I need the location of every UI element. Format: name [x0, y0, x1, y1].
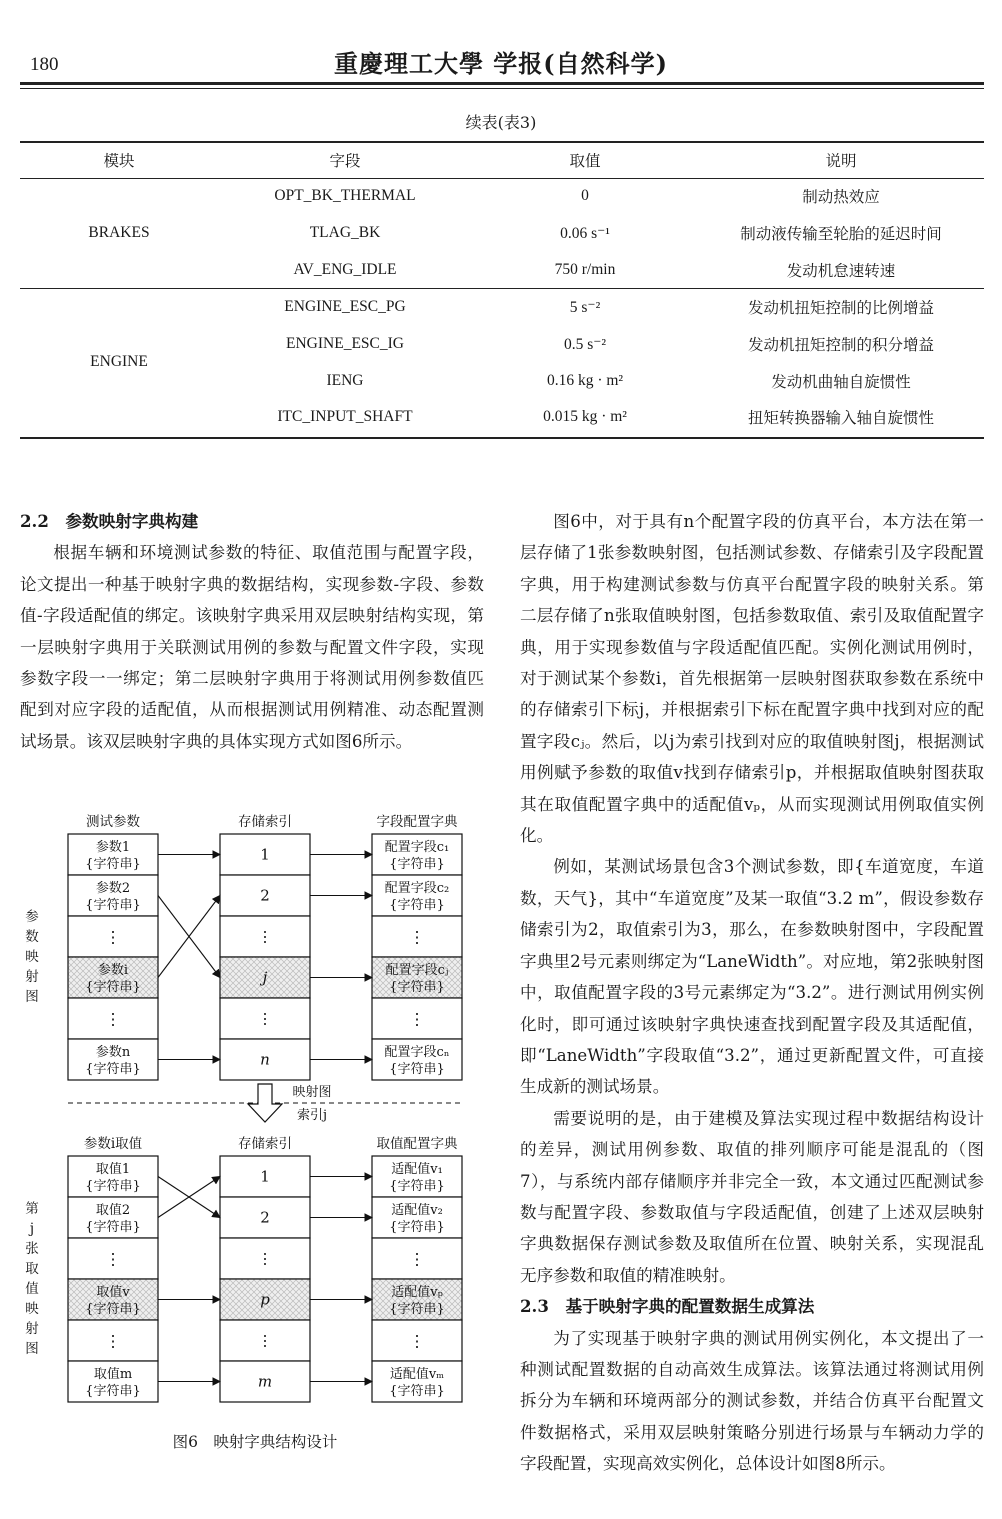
value-cell: 0: [581, 187, 589, 205]
ellipsis-label: ⋮: [409, 1009, 425, 1029]
cell-type-label: {字符串}: [85, 1179, 141, 1194]
cell-name-label: 配置字段cₙ: [384, 1045, 450, 1060]
cell-type-label: {字符串}: [85, 1384, 141, 1399]
cell-type-label: {字符串}: [389, 1302, 445, 1317]
field-cell: ITC_INPUT_SHAFT: [277, 408, 413, 426]
col-header: 模块: [103, 152, 135, 170]
side-label-char: 图: [25, 989, 39, 1005]
index-cell-label: n: [260, 1050, 270, 1069]
desc-cell: 发动机扭矩控制的积分增益: [747, 336, 934, 355]
cell-type-label: {字符串}: [389, 857, 445, 872]
cell-name-label: 取值m: [93, 1367, 133, 1382]
side-label-char: j: [29, 1221, 35, 1237]
module-cell: BRAKES: [88, 224, 150, 242]
ellipsis-label: ⋮: [105, 927, 121, 947]
side-label-char: 射: [25, 1321, 39, 1337]
paragraph: 需要说明的是，由于建模及算法实现过程中数据结构设计的差异，测试用例参数、取值的排列顺序可能是混乱的（图7），与系统内部存储顺序并非完全一致，本文通过匹配测试参数与配置字段、参数取值与字段适配值，创建了上述双层映射字典数据保存测试参数及取值所在位置、映射关系，实现混乱无序参数和取值的精准映射。: [520, 1108, 984, 1285]
side-label-char: 张: [25, 1241, 39, 1257]
section-heading-2-3: 2.3 基于映射字典的配置数据生成算法: [520, 1296, 815, 1317]
paragraph: 为了实现基于映射字典的测试用例实例化，本文提出了一种测试配置数据的自动高效生成算法。该算法通过将测试用例拆分为车辆和环境两部分的测试参数，并结合仿真平台配置文件数据格式，采用双层映射策略分别进行场景与车辆动力学的字段配置，实现高效实例化，总体设计如图8所示。: [520, 1328, 984, 1474]
header-rule-thin: [20, 88, 984, 89]
value-cell: 0.5 s⁻²: [563, 335, 607, 353]
map-connector: [68, 1084, 462, 1123]
side-label-char: 映: [25, 1301, 39, 1317]
index-cell-label: ⋮: [257, 1331, 273, 1350]
journal-title: 重慶理工大學 学报(自然科学): [333, 49, 669, 78]
data-table: [20, 142, 984, 436]
cell-name-label: 配置字段c₁: [384, 840, 450, 855]
desc-cell: 制动热效应: [802, 188, 880, 207]
cell-name-label: 参数2: [95, 881, 131, 896]
side-label-char: 图: [25, 1341, 39, 1357]
cell-type-label: {字符串}: [85, 1302, 141, 1317]
value-cell: 0.16 kg · m²: [546, 371, 624, 389]
desc-cell: 制动液传输至轮胎的延迟时间: [740, 225, 942, 244]
index-cell-label: p: [260, 1290, 270, 1309]
table-row: [20, 289, 984, 326]
ellipsis-label: ⋮: [409, 1249, 425, 1269]
value-cell: 0.015 kg · m²: [543, 408, 627, 426]
field-cell: ENGINE_ESC_IG: [286, 335, 404, 353]
cell-name-label: 适配值v₁: [391, 1162, 443, 1177]
module-cell: ENGINE: [90, 353, 148, 371]
value-cell: 0.06 s⁻¹: [560, 224, 610, 242]
field-cell: AV_ENG_IDLE: [293, 260, 397, 278]
cell-name-label: 配置字段cⱼ: [385, 963, 449, 978]
figure-caption: 图6 映射字典结构设计: [172, 1433, 338, 1451]
value-cell: 750 r/min: [554, 260, 616, 278]
ellipsis-label: ⋮: [105, 1249, 121, 1269]
field-cell: OPT_BK_THERMAL: [274, 187, 416, 205]
index-cell-label: 1: [260, 845, 270, 864]
cell-name-label: 适配值v₂: [391, 1203, 443, 1218]
index-cell-label: 2: [260, 886, 270, 905]
table-bottom-rule: [20, 437, 984, 439]
cell-type-label: {字符串}: [389, 1179, 445, 1194]
section-heading-2-2: 2.2 参数映射字典构建: [20, 511, 199, 531]
page-number: 180: [30, 54, 59, 75]
paragraph: 例如，某测试场景包含3个测试参数，即{车道宽度，车道数，天气}，其中“车道宽度”及某一取值“3.2 m”，假设参数存储索引为2，取值索引为3，那么，在参数映射图中，字段配置字典里2号元素则绑定为“LaneWidth”。对应地，第2张映射图中，取值配置字段的3号元素绑定为“3.2”。进行测试用例实例化时，即可通过该映射字典快速查找到配置字段及其适配值，即“LaneWidth”字段取值“3.2”，通过更新配置文件，可直接生成新的测试场景。: [520, 857, 984, 1097]
side-label-char: 映: [25, 949, 39, 965]
ellipsis-label: ⋮: [105, 1331, 121, 1351]
cell-name-label: 取值v: [96, 1285, 130, 1300]
cell-name-label: 参数n: [95, 1045, 131, 1060]
parameter-map-group: [25, 813, 462, 1080]
index-cell-label: j: [262, 968, 268, 987]
field-cell: ENGINE_ESC_PG: [284, 298, 406, 316]
cell-name-label: 参数i: [97, 963, 129, 978]
cell-name-label: 取值2: [95, 1203, 131, 1218]
ellipsis-label: ⋮: [409, 1331, 425, 1351]
side-label-char: 值: [25, 1281, 39, 1297]
value-map-group: [25, 1135, 462, 1402]
cell-type-label: {字符串}: [389, 980, 445, 995]
side-label-char: 第: [25, 1201, 39, 1217]
desc-cell: 发动机曲轴自旋惯性: [771, 372, 911, 391]
connector-label: 映射图: [292, 1085, 332, 1100]
index-cell-label: ⋮: [257, 1009, 273, 1028]
paragraph: 图6中，对于具有n个配置字段的仿真平台，本方法在第一层存储了1张参数映射图，包括测试参数、存储索引及字段配置字典，用于构建测试参数与仿真平台配置字段的映射关系。第二层存储了n张取值映射图，包括参数取值、索引及取值配置字典，用于实现参数值与字段适配值匹配。实例化测试用例时，对于测试某个参数i，首先根据第一层映射图获取参数在系统中的存储索引下标j，并根据索引下标在配置字典中找到对应的配置字段cⱼ。然后，以j为索引找到对应的取值映射图j，根据测试用例赋予参数的取值v找到存储索引p，并根据取值映射图获取其在取值配置字典中的适配值vₚ，从而实现测试用例取值实例化。: [520, 512, 984, 846]
side-label-char: 射: [25, 969, 39, 985]
col-header: 字段: [329, 152, 361, 170]
left-column: [20, 506, 484, 757]
paragraph: 根据车辆和环境测试参数的特征、取值范围与配置字段，论文提出一种基于映射字典的数据结构，实现参数-字段、参数值-字段适配值的绑定。该映射字典采用双层映射结构实现，第一层映射字典用于关联测试用例的参数与配置文件字段，实现参数字段一一绑定；第二层映射字典用于将测试用例参数值匹配到对应字段的适配值，从而根据测试用例精准、动态配置测试场景。该双层映射字典的具体实现方式如图6所示。: [20, 543, 484, 751]
cell-type-label: {字符串}: [85, 857, 141, 872]
side-label-char: 参: [25, 909, 39, 925]
field-cell: IENG: [326, 371, 364, 389]
cell-type-label: {字符串}: [85, 980, 141, 995]
right-column: [520, 506, 984, 1480]
header-rule-thick: [20, 82, 984, 85]
cell-name-label: 参数1: [95, 840, 131, 855]
field-cell: TLAG_BK: [309, 224, 381, 242]
cell-name-label: 取值1: [95, 1162, 131, 1177]
figure-6-mapping-dictionary: [20, 806, 490, 1446]
cell-name-label: 适配值vₘ: [389, 1367, 445, 1382]
index-cell-label: m: [257, 1372, 273, 1391]
cell-type-label: {字符串}: [85, 1062, 141, 1077]
col-header: 说明: [825, 152, 857, 170]
index-cell-label: 2: [260, 1208, 270, 1227]
column-header: 字段配置字典: [376, 814, 458, 830]
col-header: 取值: [569, 152, 601, 170]
ellipsis-label: ⋮: [409, 927, 425, 947]
column-header: 取值配置字典: [376, 1136, 458, 1152]
side-label-char: 取: [25, 1261, 39, 1277]
ellipsis-label: ⋮: [105, 1009, 121, 1029]
table-header-row: [20, 142, 984, 178]
column-header: 参数i取值: [83, 1136, 143, 1152]
cell-type-label: {字符串}: [389, 1384, 445, 1399]
connector-label: 索引j: [296, 1108, 328, 1123]
cell-type-label: {字符串}: [389, 1062, 445, 1077]
desc-cell: 发动机怠速转速: [786, 261, 896, 280]
cell-type-label: {字符串}: [389, 1220, 445, 1235]
table-caption: 续表(表3): [465, 113, 537, 132]
cell-name-label: 配置字段c₂: [384, 881, 450, 896]
column-header: 测试参数: [86, 814, 140, 830]
index-cell-label: ⋮: [257, 927, 273, 946]
cell-type-label: {字符串}: [85, 1220, 141, 1235]
table-header-rule: [20, 178, 984, 179]
value-cell: 5 s⁻²: [569, 298, 601, 316]
cell-type-label: {字符串}: [85, 898, 141, 913]
desc-cell: 扭矩转换器输入轴自旋惯性: [747, 409, 934, 428]
column-header: 存储索引: [238, 814, 292, 830]
cell-type-label: {字符串}: [389, 898, 445, 913]
index-cell-label: ⋮: [257, 1249, 273, 1268]
index-cell-label: 1: [260, 1167, 270, 1186]
desc-cell: 发动机扭矩控制的比例增益: [747, 299, 934, 318]
side-label-char: 数: [25, 929, 39, 945]
table-row: [20, 178, 984, 215]
cell-name-label: 适配值vₚ: [391, 1285, 443, 1300]
column-header: 存储索引: [238, 1136, 292, 1152]
